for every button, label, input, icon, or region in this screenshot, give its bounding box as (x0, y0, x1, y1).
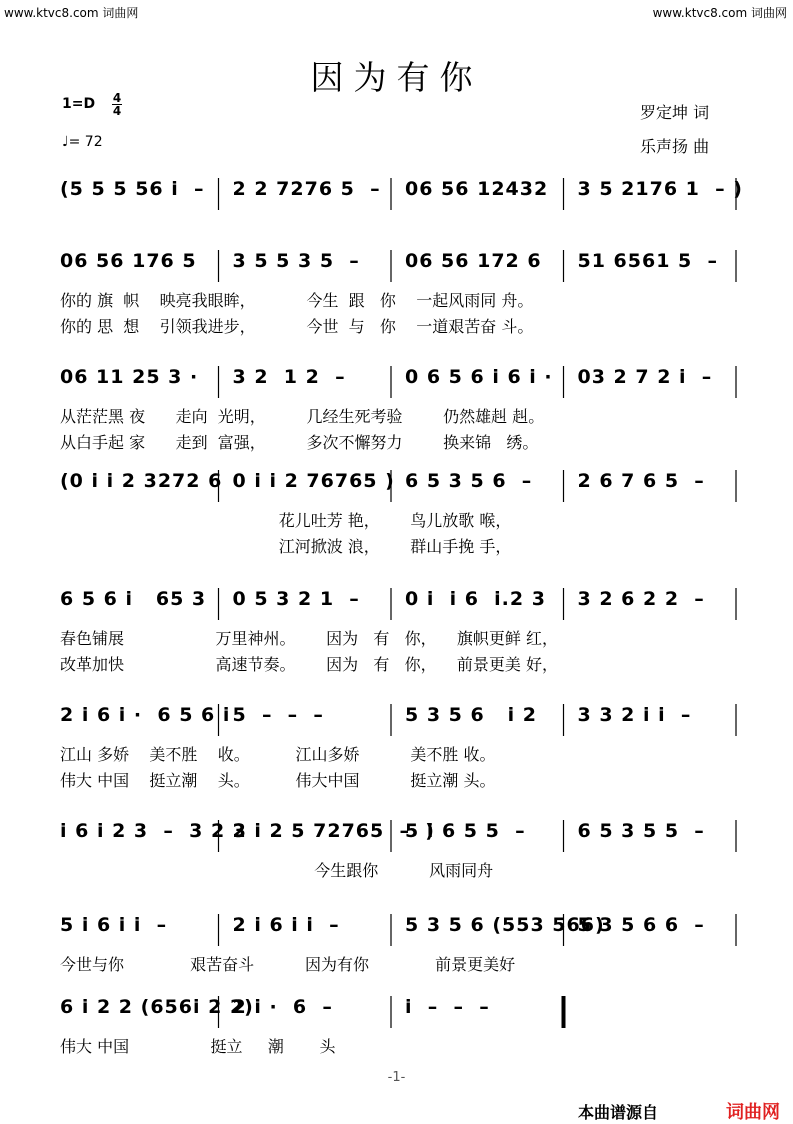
page-number: -1- (387, 1070, 406, 1085)
measure: 06 56 176 5 (60, 250, 197, 272)
measure: 6 5 3 5 5 – (577, 820, 705, 842)
time-signature-top: 4 (112, 91, 122, 105)
measure: i – – – (405, 996, 490, 1018)
measure: i 6 i 2 3 – 3 2 3 (60, 820, 247, 842)
lyric-line: 江山 多娇 美不胜 收。 江山多娇 美不胜 收。 (60, 745, 496, 764)
measure: 06 56 172 6 (405, 250, 542, 272)
measure: 5 – – – (232, 704, 324, 726)
lyric-line: 你的 旗 帜 映亮我眼眸， 今生 跟 你 一起风雨同 舟。 (60, 291, 534, 310)
measure: 3 2 1 2 – (232, 366, 346, 388)
measure: 06 11 25 3 · (60, 366, 199, 388)
notation-system (52, 914, 742, 974)
lyric-line: 从茫茫黑 夜 走向 光明， 几经生死考验 仍然雄赳 赳。 (60, 407, 545, 426)
measure: 0 i i 2 76765 ) (232, 470, 395, 492)
notation-system (52, 470, 742, 556)
measure: 0 5 3 2 1 – (232, 588, 360, 610)
measure: 6 5 3 5 6 – (405, 470, 533, 492)
footer-site-logo: 词曲网 (726, 1102, 780, 1123)
lyric-line: 从白手起 家 走到 富强， 多次不懈努力 换来锦 绣。 (60, 433, 539, 452)
lyric-line: 花儿吐芳 艳， 鸟儿放歌 喉， (60, 511, 512, 530)
measure: 0 i i 6 i.2 3 (405, 588, 546, 610)
measure: 5 3 5 6 6 – (577, 914, 705, 936)
time-signature (112, 92, 122, 117)
measure: 5 3 5 6 i 2 (405, 704, 537, 726)
measure: 6 5 6 i 65 3 (60, 588, 207, 610)
song-title: 因为有你 (310, 58, 483, 97)
header-site-left: www.ktvc8.com 词曲网 (4, 6, 139, 20)
notation-system (52, 366, 742, 452)
measure: 3 2 6 2 2 – (577, 588, 705, 610)
measure: 2 2 7276 5 – (232, 178, 381, 200)
measure: 03 2 7 2 i – (577, 366, 713, 388)
measure: 2 6 7 6 5 – (577, 470, 705, 492)
measure: 2 i 2 5 72765 – ) (232, 820, 435, 842)
lyric-line: 春色铺展 万里神州。 因为 有 你， 旗帜更鲜 红， (60, 629, 559, 648)
time-signature-bottom: 4 (112, 104, 122, 118)
notation-system (52, 820, 742, 880)
notation-system (52, 996, 742, 1056)
lyric-line: 伟大 中国 挺立 潮 头 (60, 1037, 336, 1056)
measure: 2 i · 6 – (232, 996, 333, 1018)
measure: 3 5 2176 1 – ) (577, 178, 743, 200)
measure: (5 5 5 56 i – (60, 178, 205, 200)
measure: 3 3 2 i i – (577, 704, 692, 726)
measure: (0 i i 2 3272 6 (60, 470, 223, 492)
measure: 6 i 2 2 (656i 2 2) (60, 996, 254, 1018)
measure: 2 i 6 i i – (232, 914, 340, 936)
header-site-right: www.ktvc8.com 词曲网 (652, 6, 787, 20)
composer-credit: 乐声扬 曲 (640, 137, 710, 156)
lyric-line: 今生跟你 风雨同舟 (60, 861, 494, 880)
measure: 51 6561 5 – (577, 250, 719, 272)
notation-system (52, 178, 742, 208)
lyric-line: 你的 思 想 引领我进步， 今世 与 你 一道艰苦奋 斗。 (60, 317, 534, 336)
measure: 06 56 12432 (405, 178, 549, 200)
measure: 5 i 6 5 5 – (405, 820, 526, 842)
notation-system (52, 250, 742, 336)
lyricist-credit: 罗定坤 词 (640, 103, 710, 122)
lyric-line: 伟大 中国 挺立潮 头。 伟大中国 挺立潮 头。 (60, 771, 496, 790)
tempo-marking: ♩= 72 (62, 134, 103, 150)
lyric-line: 改革加快 高速节奏。 因为 有 你， 前景更美 好， (60, 655, 559, 674)
lyric-line: 江河掀波 浪， 群山手挽 手， (60, 537, 512, 556)
notation-system (52, 704, 742, 790)
measure: 5 3 5 6 (553 566) (405, 914, 605, 936)
measure: 0 6 5 6 i 6 i · (405, 366, 553, 388)
measure: 2 i 6 i · 6 5 6 i (60, 704, 231, 726)
key-signature: 1=D (62, 96, 96, 112)
measure: 5 i 6 i i – (60, 914, 168, 936)
measure: 3 5 5 3 5 – (232, 250, 360, 272)
footer-source-label: 本曲谱源自 (578, 1103, 659, 1122)
lyric-line: 今世与你 艰苦奋斗 因为有你 前景更美好 (60, 955, 516, 974)
notation-system (52, 588, 742, 674)
